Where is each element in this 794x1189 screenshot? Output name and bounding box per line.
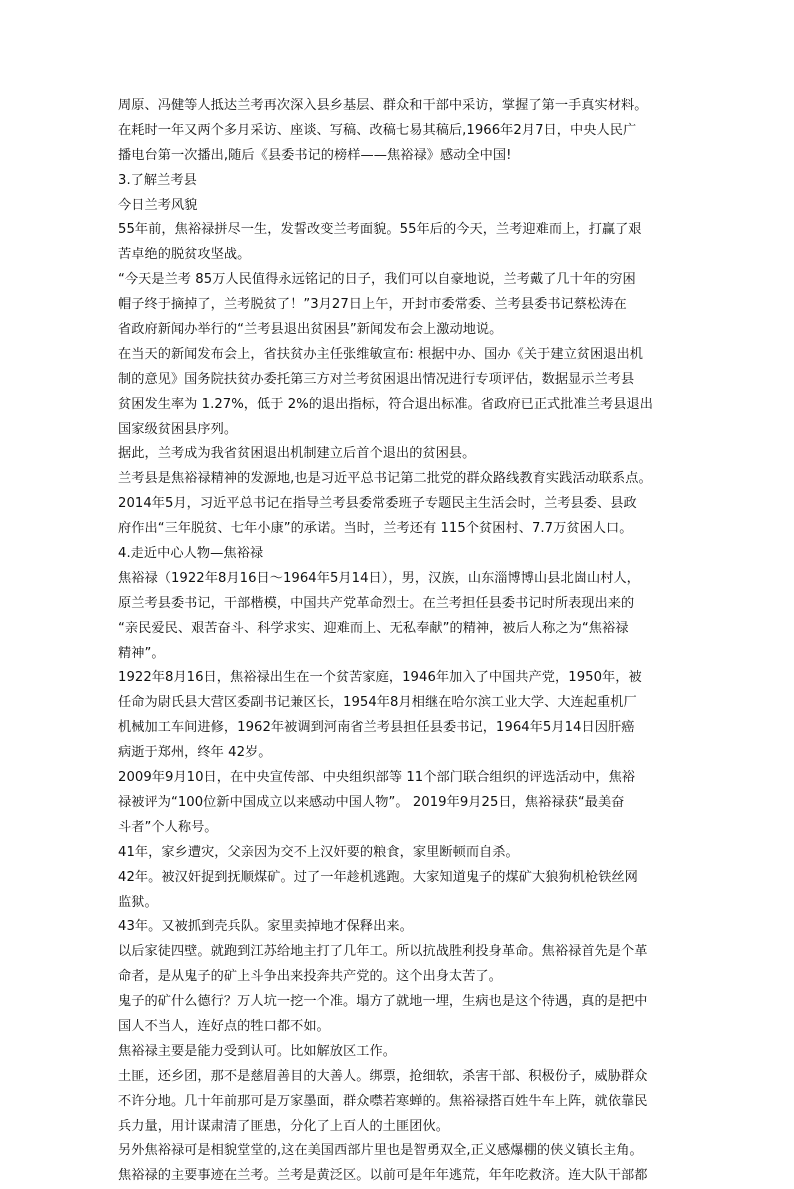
text-line: 4.走近中心人物—焦裕禄 — [118, 546, 264, 562]
document-page — [118, 94, 688, 1189]
text-line: 鬼子的矿什么德行？万人坑一挖一个准。塌方了就地一埋，生病也是这个待遇，真的是把中 — [118, 994, 648, 1010]
text-line: 精神”。 — [118, 645, 165, 661]
text-line: 43年。又被抓到壳兵队。家里卖掉地才保释出来。 — [118, 919, 413, 935]
text-line: 以后家徒四壁。就跑到江苏给地主打了几年工。所以抗战胜利投身革命。焦裕禄首先是个革 — [118, 944, 648, 960]
text-line: 另外焦裕禄可是相貌堂堂的,这在美国西部片里也是智勇双全,正义感爆棚的侠义镇长主角。 — [118, 1143, 643, 1159]
text-line: 土匪，还乡团，那不是慈眉善目的大善人。绑票，抢细软，杀害干部、积极份子，威胁群众 — [118, 1068, 648, 1084]
text-line: 兵力量，用计谋肃清了匪患，分化了上百人的土匪团伙。 — [118, 1118, 449, 1134]
text-line: 斗者”个人称号。 — [118, 819, 218, 835]
text-line: 在耗时一年又两个多月采访、座谈、写稿、改稿七易其稿后,1966年2月7日，中央人民广 — [118, 122, 637, 138]
text-line: 省政府新闻办举行的“兰考县退出贫困县”新闻发布会上激动地说。 — [118, 322, 503, 338]
text-line: 焦裕禄的主要事迹在兰考。兰考是黄泛区。以前可是年年逃荒，年年吃救济。连大队干部都 — [118, 1168, 648, 1184]
text-line: 55年前，焦裕禄拼尽一生，发誓改变兰考面貌。55年后的今天，兰考迎难而上，打赢了艰 — [118, 222, 642, 238]
text-line: 播电台第一次播出,随后《县委书记的榜样——焦裕禄》感动全中国! — [118, 147, 512, 163]
text-line: 任命为尉氏县大营区委副书记兼区长，1954年8月相继在哈尔滨工业大学、大连起重机厂 — [118, 695, 637, 711]
text-line: 今日兰考风貌 — [118, 197, 198, 213]
text-line: 机械加工车间进修，1962年被调到河南省兰考县担任县委书记，1964年5月14日因肝癌 — [118, 720, 635, 736]
text-line: “今天是兰考 85万人民值得永远铭记的日子，我们可以自豪地说，兰考戴了几十年的穷困 — [118, 272, 636, 288]
text-line: 不许分地。几十年前那可是万家墨面，群众噤若寒蝉的。焦裕禄搭百姓牛车上阵，就依靠民 — [118, 1093, 648, 1109]
text-line: 周原、冯健等人抵达兰考再次深入县乡基层、群众和干部中采访，掌握了第一手真实材料。 — [118, 98, 648, 113]
text-line: 42年。被汉奸捉到抚顺煤矿。过了一年趁机逃跑。大家知道鬼子的煤矿大狼狗机枪铁丝网 — [118, 869, 638, 885]
text-line: 命者，是从鬼子的矿上斗争出来投奔共产党的。这个出身太苦了。 — [118, 969, 502, 985]
text-line: 贫困发生率为 1.27%，低于 2%的退出指标，符合退出标准。省政府已正式批准兰考县退出 — [118, 396, 653, 412]
text-line: 制的意见》国务院扶贫办委托第三方对兰考贫困退出情况进行专项评估，数据显示兰考县 — [118, 371, 635, 387]
text-line: 帽子终于摘掉了，兰考脱贫了！”3月27日上午，开封市委常委、兰考县委书记蔡松涛在 — [118, 297, 627, 313]
text-line: 1922年8月16日，焦裕禄出生在一个贫苦家庭，1946年加入了中国共产党，1950年，被 — [118, 670, 642, 686]
text-line: 焦裕禄主要是能力受到认可。比如解放区工作。 — [118, 1043, 396, 1059]
text-line: 原兰考县委书记，干部楷模，中国共产党革命烈士。在兰考担任县委书记时所表现出来的 — [118, 595, 635, 611]
text-line: 据此，兰考成为我省贫困退出机制建立后首个退出的贫困县。 — [118, 446, 476, 462]
text-line: 禄被评为“100位新中国成立以来感动中国人物”。 2019年9月25日，焦裕禄获“最美奋 — [118, 794, 625, 810]
text-line: 国人不当人，连好点的牲口都不如。 — [118, 1018, 330, 1034]
text-line: 41年，家乡遭灾，父亲因为交不上汉奸要的粮食，家里断顿而自杀。 — [118, 844, 519, 860]
text-line: 3.了解兰考县 — [118, 172, 197, 188]
text-line: 焦裕禄（1922年8月16日〜1964年5月14日），男，汉族，山东淄博博山县北崮山村人， — [118, 570, 640, 586]
text-line: 兰考县是焦裕禄精神的发源地,也是习近平总书记第二批党的群众路线教育实践活动联系点。 — [118, 471, 652, 487]
text-line: 国家级贫困县序列。 — [118, 421, 238, 437]
text-line: “亲民爱民、艰苦奋斗、科学求实、迎难而上、无私奉献”的精神，被后人称之为“焦裕禄 — [118, 620, 629, 636]
text-line: 2009年9月10日，在中央宣传部、中央组织部等 11个部门联合组织的评选活动中，焦裕 — [118, 770, 636, 786]
text-line: 监狱。 — [118, 894, 158, 910]
text-line: 2014年5月，习近平总书记在指导兰考县委常委班子专题民主生活会时，兰考县委、县政 — [118, 496, 637, 512]
text-line: 在当天的新闻发布会上，省扶贫办主任张维敏宣布: 根据中办、国办《关于建立贫困退出机 — [118, 346, 643, 362]
text-line: 苦卓绝的脱贫攻坚战。 — [118, 247, 251, 263]
text-line: 府作出“三年脱贫、七年小康”的承诺。当时，兰考还有 115个贫困村、7.7万贫困人口。 — [118, 521, 633, 537]
text-line: 病逝于郑州，终年 42岁。 — [118, 745, 272, 761]
